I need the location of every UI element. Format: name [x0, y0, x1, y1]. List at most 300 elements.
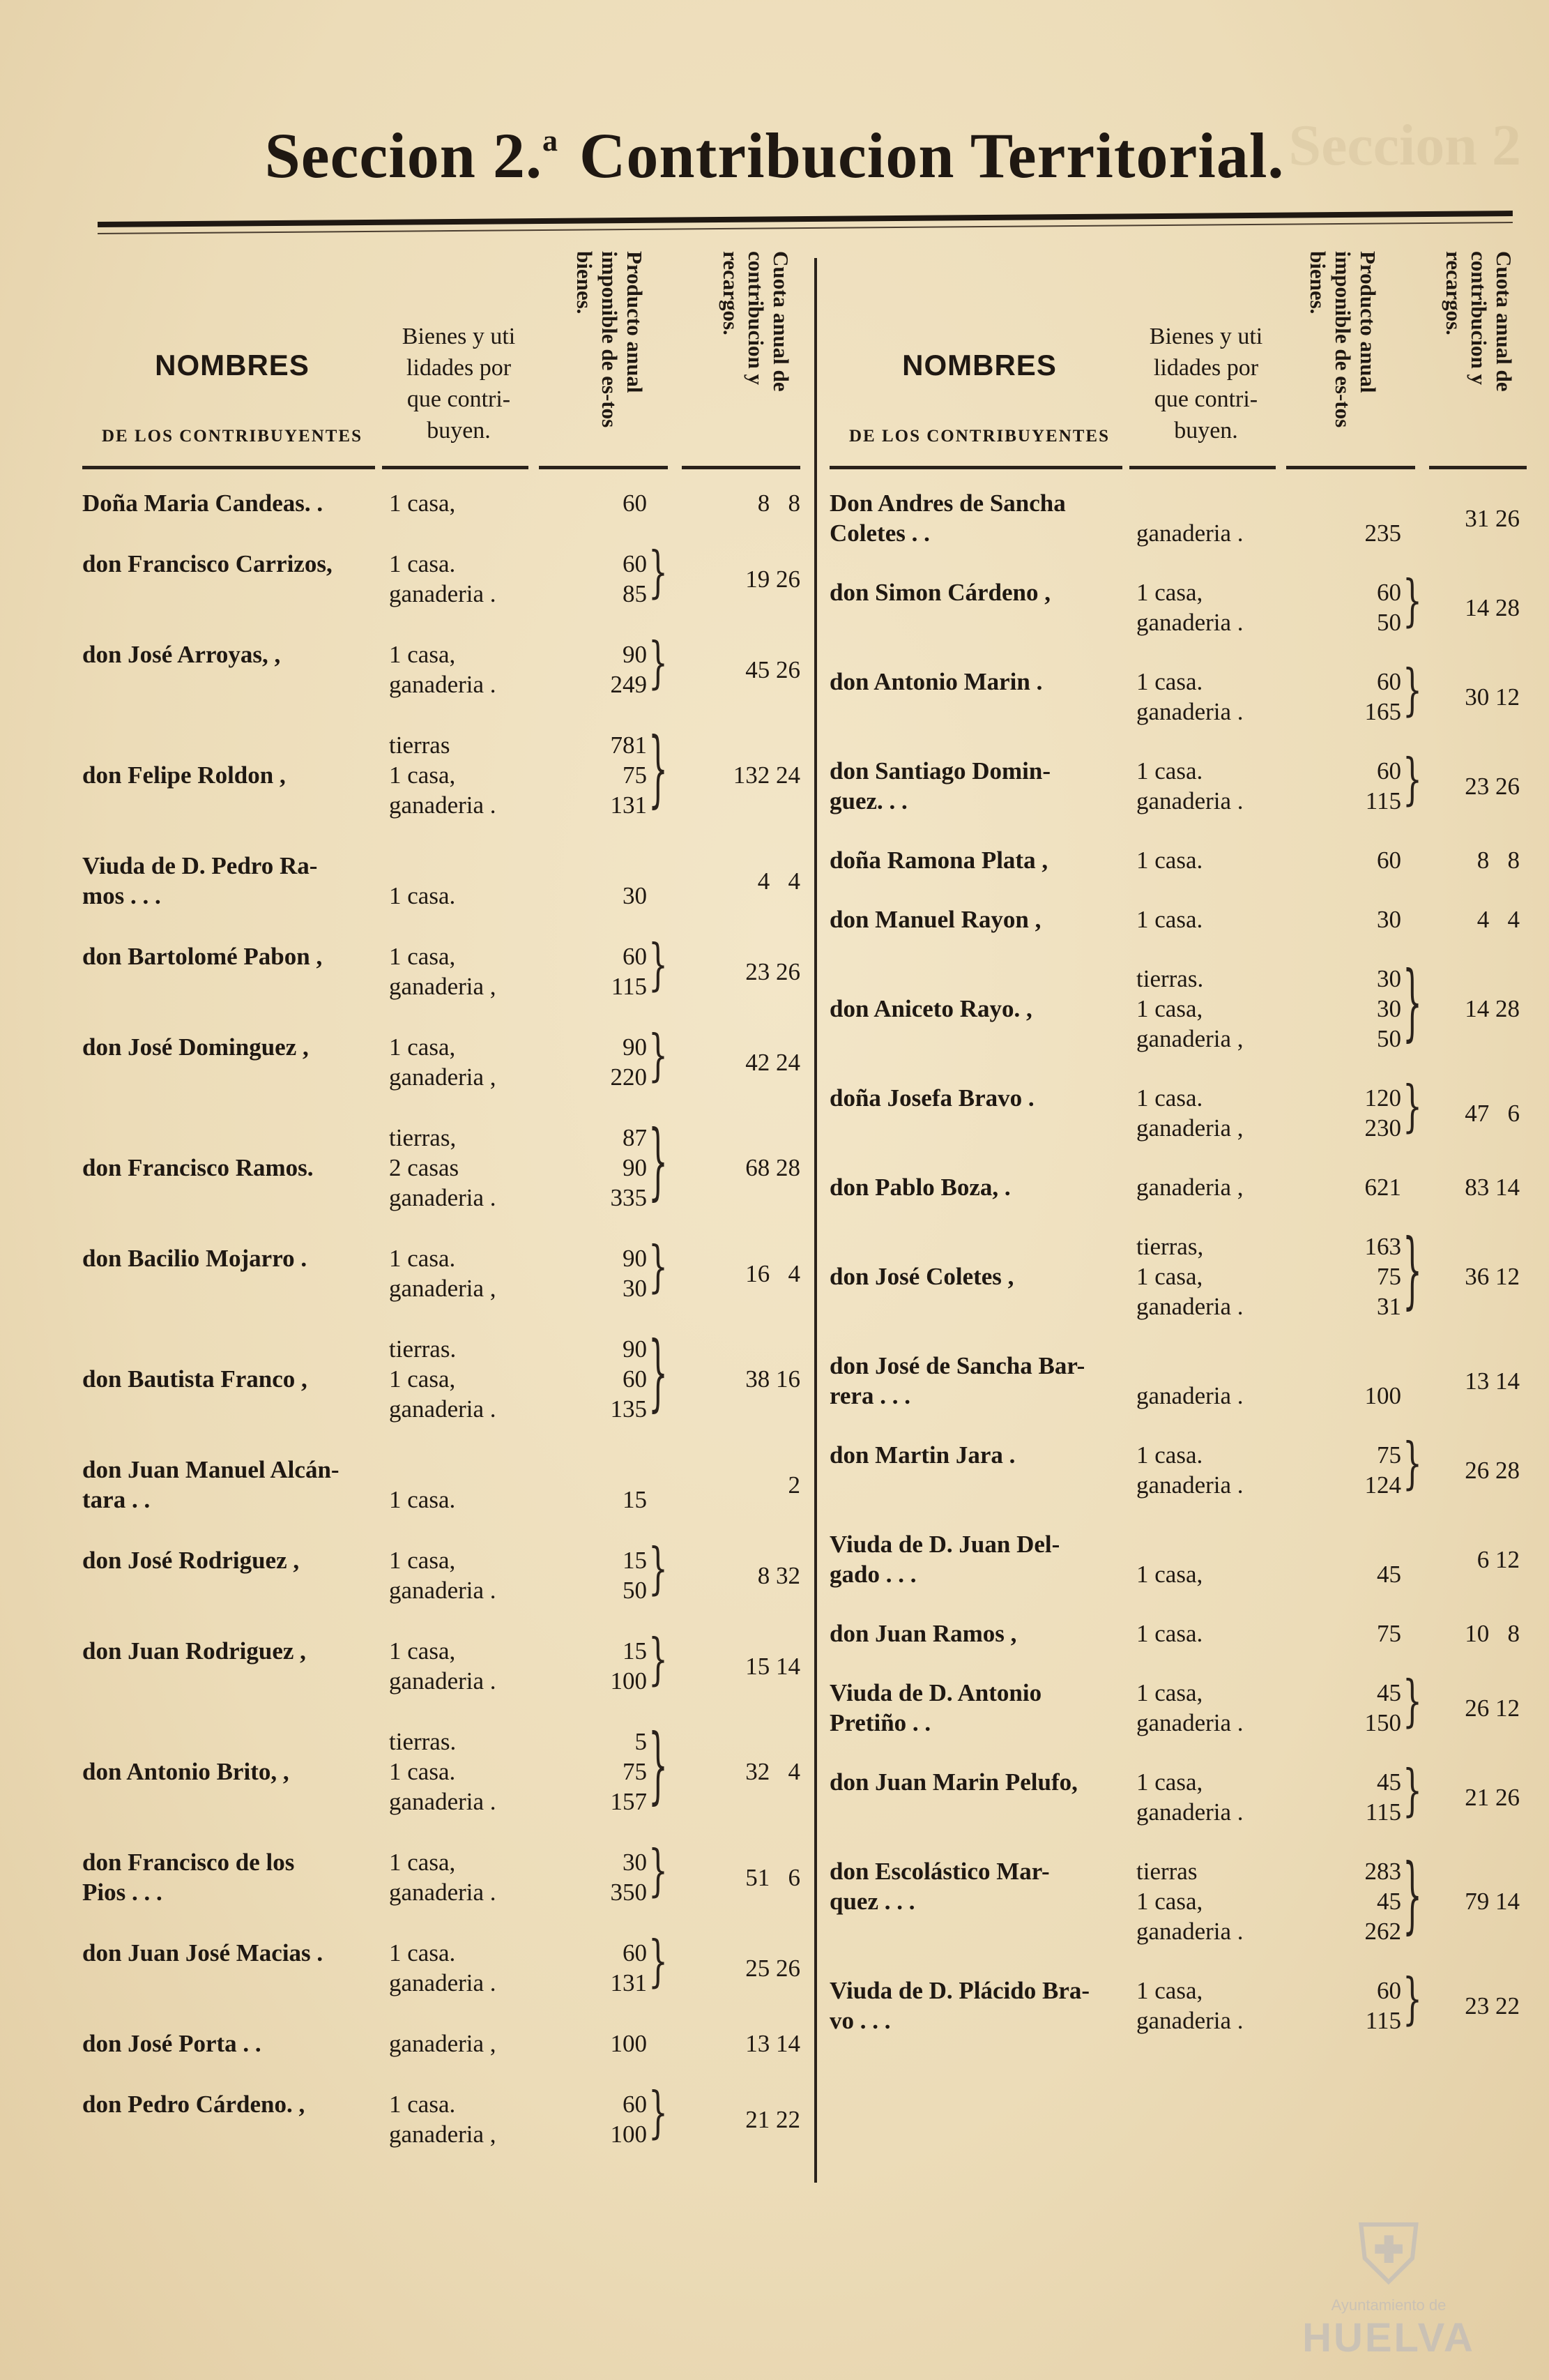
taxable-products [1304, 756, 1401, 816]
table-row [82, 1235, 807, 1303]
property-list [389, 881, 455, 911]
contributor-name [830, 1351, 1085, 1411]
table-row [830, 1222, 1527, 1321]
header-rule [82, 466, 375, 469]
taxable-product-value: 30 [1377, 906, 1401, 933]
contributor-name-line: don Escolástico Mar- [830, 1858, 1050, 1885]
property-item: ganaderia , [1136, 1114, 1244, 1142]
taxable-product-value: 220 [610, 1063, 647, 1091]
property-item: 1 casa, [1136, 579, 1203, 606]
taxable-products [549, 549, 647, 609]
header-names-sub: DE LOS CONTRIBUYENTES [848, 427, 1111, 446]
brace-icon: } [648, 1930, 668, 1994]
header-bienes-line: Bienes y uti [402, 324, 516, 349]
taxable-products [1304, 1083, 1401, 1143]
header-cuota: Cuota anual de contribucion y recargos. [1442, 251, 1516, 392]
taxable-product-value: 60 [623, 550, 647, 577]
taxable-product-value: 100 [610, 1667, 647, 1695]
contributor-name-line: don Bartolomé Pabon , [82, 943, 323, 970]
property-item: 1 casa, [389, 1637, 456, 1665]
taxable-product-value: 283 [1364, 1858, 1401, 1885]
annual-quota: 79 14 [1465, 1888, 1520, 1915]
contributor-name-line: don José Porta . . [82, 2030, 261, 2057]
property-item: ganaderia . [389, 1395, 496, 1423]
taxable-product-value: 60 [623, 2091, 647, 2118]
taxable-product-value: 100 [610, 2121, 647, 2148]
annual-quota: 30 12 [1465, 683, 1520, 711]
taxable-products [1304, 1172, 1401, 1202]
property-item: ganaderia . [389, 580, 496, 607]
taxable-product-value: 621 [1364, 1174, 1401, 1201]
property-item: ganaderia . [389, 791, 496, 819]
contributor-name-line: vo . . . [830, 2007, 891, 2034]
taxable-product-value: 230 [1364, 1114, 1401, 1142]
table-row [830, 1669, 1527, 1738]
property-item: ganaderia . [389, 1969, 496, 1996]
brace-icon: } [1403, 1432, 1422, 1496]
taxable-product-value: 30 [1377, 965, 1401, 992]
property-item: 1 casa. [389, 1939, 456, 1966]
table-row [82, 540, 807, 609]
property-item: 1 casa, [1136, 1263, 1203, 1290]
property-item: 1 casa. [1136, 1441, 1203, 1469]
property-item: 1 casa. [389, 2091, 456, 2118]
table-row [82, 851, 807, 911]
property-item: ganaderia , [389, 2121, 496, 2148]
header-bienes-line: buyen. [427, 418, 491, 444]
annual-quota: 8 8 [1476, 847, 1520, 874]
brace-icon: } [1403, 748, 1422, 812]
contributor-name-line: Viuda de D. Plácido Bra- [830, 1977, 1090, 2004]
property-item: ganaderia . [389, 671, 496, 698]
table-row [830, 748, 1527, 816]
property-item: tierras. [389, 1335, 457, 1363]
table-row [82, 2029, 807, 2059]
brace-icon: } [648, 933, 668, 998]
contributor-name [82, 941, 322, 971]
property-list [389, 1847, 496, 1907]
annual-quota: 26 28 [1465, 1456, 1520, 1484]
annual-quota: 26 12 [1465, 1694, 1520, 1722]
property-list [389, 549, 496, 609]
property-list [389, 1485, 455, 1515]
annual-quota: 10 8 [1465, 1620, 1520, 1647]
taxable-products [549, 1243, 647, 1303]
brace-icon: } [648, 1114, 668, 1210]
property-item: 1 casa, [1136, 1561, 1203, 1588]
brace-icon: } [1403, 1759, 1422, 1824]
property-list [389, 730, 496, 820]
table-row [830, 1759, 1527, 1827]
table-row [830, 488, 1527, 548]
contributor-name-line: don Pedro Cárdeno. , [82, 2091, 305, 2118]
brace-icon: } [648, 1024, 668, 1089]
taxable-products [549, 2089, 647, 2149]
contributor-name [82, 1364, 307, 1394]
property-list [1136, 1172, 1244, 1202]
contributor-name [82, 1847, 294, 1907]
property-list [1136, 1767, 1244, 1827]
property-item: 1 casa, [1136, 1679, 1203, 1706]
property-item: 1 casa, [389, 1849, 456, 1876]
header-rule [539, 466, 668, 469]
annual-quota: 14 28 [1465, 593, 1520, 621]
property-item: 1 casa. [389, 550, 456, 577]
taxable-product-value: 335 [610, 1184, 647, 1211]
taxable-product-value: 75 [1377, 1263, 1401, 1290]
taxable-product-value: 60 [1377, 668, 1401, 695]
taxable-product-value: 90 [623, 1335, 647, 1363]
taxable-product-value: 50 [1377, 609, 1401, 636]
header-bienes-line: buyen. [1174, 418, 1238, 444]
property-item: 1 casa. [1136, 906, 1203, 933]
taxable-product-value: 85 [623, 580, 647, 607]
brace-icon: } [1403, 1847, 1422, 1943]
table-row [82, 1839, 807, 1907]
contributor-name-line: tara . . [82, 1486, 151, 1513]
header-names: NOMBRES [155, 349, 310, 381]
taxable-product-value: 120 [1364, 1084, 1401, 1112]
contributor-name-line: guez. . . [830, 787, 908, 814]
contributor-name [830, 1678, 1041, 1738]
brace-icon: } [648, 1628, 668, 1692]
table-row [82, 1114, 807, 1213]
annual-quota: 8 32 [757, 1561, 800, 1589]
taxable-product-value: 50 [1377, 1025, 1401, 1052]
annual-quota: 47 6 [1465, 1099, 1520, 1127]
taxable-product-value: 90 [623, 641, 647, 668]
taxable-products [549, 639, 647, 699]
header-producto: Producto anual imponible de es-tos bienes. [1306, 251, 1380, 428]
brace-icon: } [1403, 569, 1422, 634]
property-item: 1 casa, [389, 943, 456, 970]
property-item: ganaderia . [1136, 1709, 1244, 1736]
taxable-products [549, 1938, 647, 1998]
contributor-name [830, 1976, 1090, 2036]
contributor-name-line: don Juan Ramos , [830, 1620, 1017, 1647]
brace-icon: } [1403, 1967, 1422, 2032]
table-row [82, 1930, 807, 1998]
brace-icon: } [648, 631, 668, 696]
taxable-product-value: 60 [623, 943, 647, 970]
taxable-product-value: 15 [623, 1486, 647, 1513]
annual-quota: 14 28 [1465, 995, 1520, 1022]
property-item: 1 casa. [389, 1758, 456, 1785]
crest-icon: ⛨ [1357, 2208, 1420, 2301]
taxable-products [1304, 904, 1401, 934]
header-names-sub: DE LOS CONTRIBUYENTES [101, 427, 363, 446]
contributor-name-line: don Juan Rodriguez , [82, 1637, 306, 1665]
brace-icon: } [648, 721, 668, 817]
contributor-name [830, 1529, 1060, 1589]
property-item: 1 casa. [389, 882, 456, 909]
table-row [82, 2081, 807, 2149]
header-bienes-line: lidades por [406, 355, 512, 381]
property-list [389, 1123, 496, 1213]
property-list [389, 1545, 496, 1605]
contributor-name-line: gado . . . [830, 1561, 917, 1588]
annual-quota: 23 26 [745, 957, 800, 985]
taxable-product-value: 100 [1364, 1382, 1401, 1409]
taxable-product-value: 50 [623, 1577, 647, 1604]
taxable-products [1304, 1976, 1401, 2036]
property-item: ganaderia . [389, 1184, 496, 1211]
property-item: ganaderia , [1136, 1025, 1244, 1052]
table-row [830, 1432, 1527, 1500]
taxable-products [1304, 667, 1401, 727]
property-item: ganaderia , [389, 1063, 496, 1091]
contributor-name [830, 1856, 1050, 1916]
contributor-name-line: don Antonio Marin . [830, 668, 1043, 695]
contributor-name [830, 1440, 1015, 1470]
taxable-product-value: 45 [1377, 1561, 1401, 1588]
annual-quota: 32 4 [745, 1758, 800, 1785]
property-item: ganaderia , [389, 1275, 496, 1302]
taxable-products [549, 1334, 647, 1424]
annual-quota: 51 6 [745, 1863, 800, 1891]
property-item: ganaderia . [1136, 1918, 1244, 1945]
header-bienes-line: que contri- [1154, 386, 1258, 412]
taxable-product-value: 30 [623, 1849, 647, 1876]
property-item: ganaderia . [389, 1879, 496, 1906]
title-section: Seccion 2. [264, 120, 542, 191]
contributor-name-line: don Felipe Roldon , [82, 761, 286, 789]
property-item: tierras. [1136, 965, 1204, 992]
taxable-product-value: 30 [623, 882, 647, 909]
annual-quota: 83 14 [1465, 1174, 1520, 1201]
taxable-product-value: 249 [610, 671, 647, 698]
contributor-name-line: don Bacilio Mojarro . [82, 1245, 307, 1272]
contributor-name-line: don Santiago Domin- [830, 757, 1051, 785]
annual-quota: 15 14 [745, 1652, 800, 1680]
logo-city: HUELVA [1302, 2315, 1475, 2360]
taxable-products [549, 881, 647, 911]
taxable-products [1304, 1440, 1401, 1500]
property-list [1136, 1559, 1203, 1589]
contributor-name-line: doña Ramona Plata , [830, 847, 1048, 874]
contributor-name [830, 1172, 1011, 1202]
taxable-products [549, 730, 647, 820]
annual-quota: 38 16 [745, 1365, 800, 1393]
taxable-products [1304, 1231, 1401, 1321]
contributor-name [82, 549, 333, 579]
property-item: 1 casa, [1136, 995, 1203, 1022]
logo-ayuntamiento: Ayuntamiento de [1331, 2296, 1447, 2314]
contributor-name-line: Viuda de D. Antonio [830, 1679, 1042, 1706]
contributor-name [82, 1636, 306, 1666]
taxable-product-value: 135 [610, 1395, 647, 1423]
contributor-name [82, 1032, 309, 1062]
property-item: ganaderia . [389, 1577, 496, 1604]
bleed-through-text: Seccion 2 [1288, 113, 1521, 178]
taxable-product-value: 90 [623, 1245, 647, 1272]
annual-quota: 21 22 [745, 2105, 800, 2133]
contributor-name [82, 1455, 339, 1515]
contributor-name-line: don José Arroyas, , [82, 641, 281, 668]
taxable-products [1304, 845, 1401, 875]
property-list [389, 2029, 496, 2059]
taxable-products [549, 1847, 647, 1907]
property-list [389, 1032, 496, 1092]
brace-icon: } [648, 1235, 668, 1300]
contributor-name [82, 1757, 289, 1787]
contributor-name [82, 760, 286, 790]
property-list [389, 1243, 496, 1303]
taxable-product-value: 262 [1364, 1918, 1401, 1945]
header-bienes-line: Bienes y uti [1149, 324, 1263, 349]
taxable-product-value: 90 [623, 1154, 647, 1181]
property-list [389, 1938, 496, 1998]
taxable-product-value: 235 [1364, 520, 1401, 547]
contributor-name-line: rera . . . [830, 1382, 910, 1409]
header-rule [1429, 466, 1527, 469]
taxable-product-value: 5 [634, 1728, 647, 1755]
brace-icon: } [1403, 1075, 1422, 1139]
contributor-name-line: don Manuel Rayon , [830, 906, 1041, 933]
property-item: ganaderia . [1136, 2007, 1244, 2034]
property-list [389, 2089, 496, 2149]
taxable-product-value: 124 [1364, 1471, 1401, 1499]
taxable-product-value: 131 [610, 1969, 647, 1996]
contributor-name-line: don Juan José Macias . [82, 1939, 323, 1966]
property-item: 1 casa. [1136, 668, 1203, 695]
contributor-name-line: Pretiño . . [830, 1709, 931, 1736]
property-item: ganaderia . [1136, 609, 1244, 636]
table-row [82, 1325, 807, 1424]
property-item: ganaderia . [1136, 1293, 1244, 1320]
property-list [1136, 845, 1203, 875]
contributor-name-line: don Aniceto Rayo. , [830, 995, 1032, 1022]
taxable-product-value: 100 [610, 2030, 647, 2057]
table-row [830, 845, 1527, 875]
contributor-name [82, 488, 323, 518]
property-item: ganaderia . [1136, 1798, 1244, 1826]
contributor-name [830, 904, 1041, 934]
annual-quota: 13 14 [1465, 1367, 1520, 1395]
taxable-product-value: 115 [611, 973, 647, 1000]
header-rule [830, 466, 1122, 469]
contributor-name-line: don Bautista Franco , [82, 1365, 307, 1393]
table-header [830, 244, 1527, 467]
taxable-product-value: 87 [623, 1124, 647, 1151]
taxable-product-value: 60 [1377, 847, 1401, 874]
table-row [830, 1172, 1527, 1202]
taxable-product-value: 163 [1364, 1233, 1401, 1260]
contributor-name-line: don Simon Cárdeno , [830, 579, 1051, 606]
table-row [830, 955, 1527, 1054]
contributor-name-line: Doña Maria Candeas. . [82, 490, 323, 517]
brace-icon: } [648, 1718, 668, 1814]
contributor-name-line: don José de Sancha Bar- [830, 1352, 1085, 1379]
taxable-product-value: 45 [1377, 1768, 1401, 1796]
taxable-product-value: 150 [1364, 1709, 1401, 1736]
taxable-products [549, 1636, 647, 1696]
table-row [830, 1351, 1527, 1411]
header-cuota: Cuota anual de contribucion y recargos. [719, 251, 793, 392]
property-item: 1 casa, [389, 490, 456, 517]
annual-quota: 25 26 [745, 1954, 800, 1982]
property-list [1136, 667, 1244, 727]
annual-quota: 132 24 [733, 761, 800, 789]
table-row [82, 933, 807, 1001]
property-item: 1 casa. [1136, 847, 1203, 874]
taxable-product-value: 60 [1377, 1977, 1401, 2004]
contributor-name-line: don Pablo Boza, . [830, 1174, 1011, 1201]
brace-icon: } [648, 540, 668, 605]
contributor-name [82, 1153, 314, 1183]
contributor-name [82, 1545, 299, 1575]
taxable-products [549, 1123, 647, 1213]
property-item: 1 casa, [389, 761, 456, 789]
property-item: ganaderia . [389, 1667, 496, 1695]
contributor-name [82, 851, 317, 911]
property-list [1136, 577, 1244, 637]
contributor-name-line: Viuda de D. Juan Del- [830, 1531, 1060, 1558]
taxable-product-value: 165 [1364, 698, 1401, 725]
taxable-product-value: 115 [1365, 787, 1401, 814]
header-bienes-line: que contri- [406, 386, 511, 412]
taxable-product-value: 75 [1377, 1441, 1401, 1469]
taxable-products [1304, 1767, 1401, 1827]
taxable-products [1304, 1619, 1401, 1648]
taxable-product-value: 45 [1377, 1679, 1401, 1706]
annual-quota: 19 26 [745, 565, 800, 593]
table-row [82, 488, 807, 518]
header-bienes [382, 321, 535, 446]
taxable-product-value: 131 [610, 791, 647, 819]
property-item: 1 casa. [1136, 1620, 1203, 1647]
contributor-name-line: don José Rodriguez , [82, 1547, 300, 1574]
taxable-products [1304, 964, 1401, 1054]
contributor-name [830, 756, 1051, 816]
annual-quota: 21 26 [1465, 1783, 1520, 1811]
property-item: 1 casa. [1136, 757, 1203, 785]
taxable-products [1304, 518, 1401, 548]
contributor-name [830, 488, 1066, 548]
contributor-name-line: Viuda de D. Pedro Ra- [82, 852, 318, 879]
table-row [830, 904, 1527, 934]
annual-quota: 4 4 [757, 867, 800, 895]
table-row [830, 1967, 1527, 2036]
taxable-products [549, 1032, 647, 1092]
brace-icon: } [648, 1839, 668, 1904]
property-list [1136, 518, 1244, 548]
property-item: ganaderia . [389, 1788, 496, 1815]
property-list [1136, 1440, 1244, 1500]
taxable-product-value: 157 [610, 1788, 647, 1815]
property-item: 1 casa. [389, 1486, 456, 1513]
contributor-name [830, 1083, 1035, 1113]
table-row [82, 1718, 807, 1817]
contributor-name-line: don José Coletes , [830, 1263, 1014, 1290]
taxable-product-value: 31 [1377, 1293, 1401, 1320]
taxable-products [1304, 1381, 1401, 1411]
property-item: ganaderia , [389, 973, 496, 1000]
property-list [1136, 1856, 1244, 1946]
property-list [389, 1727, 496, 1817]
table-row [82, 721, 807, 820]
table-row [82, 1455, 807, 1515]
brace-icon: } [1403, 1669, 1422, 1734]
contributor-name [82, 2029, 261, 2059]
property-item: ganaderia . [1136, 520, 1244, 547]
property-item: 1 casa, [389, 1033, 456, 1061]
taxable-products [549, 1545, 647, 1605]
annual-quota: 23 22 [1465, 1992, 1520, 2019]
taxable-products [549, 1485, 647, 1515]
annual-quota: 23 26 [1465, 772, 1520, 800]
property-item: ganaderia . [1136, 698, 1244, 725]
